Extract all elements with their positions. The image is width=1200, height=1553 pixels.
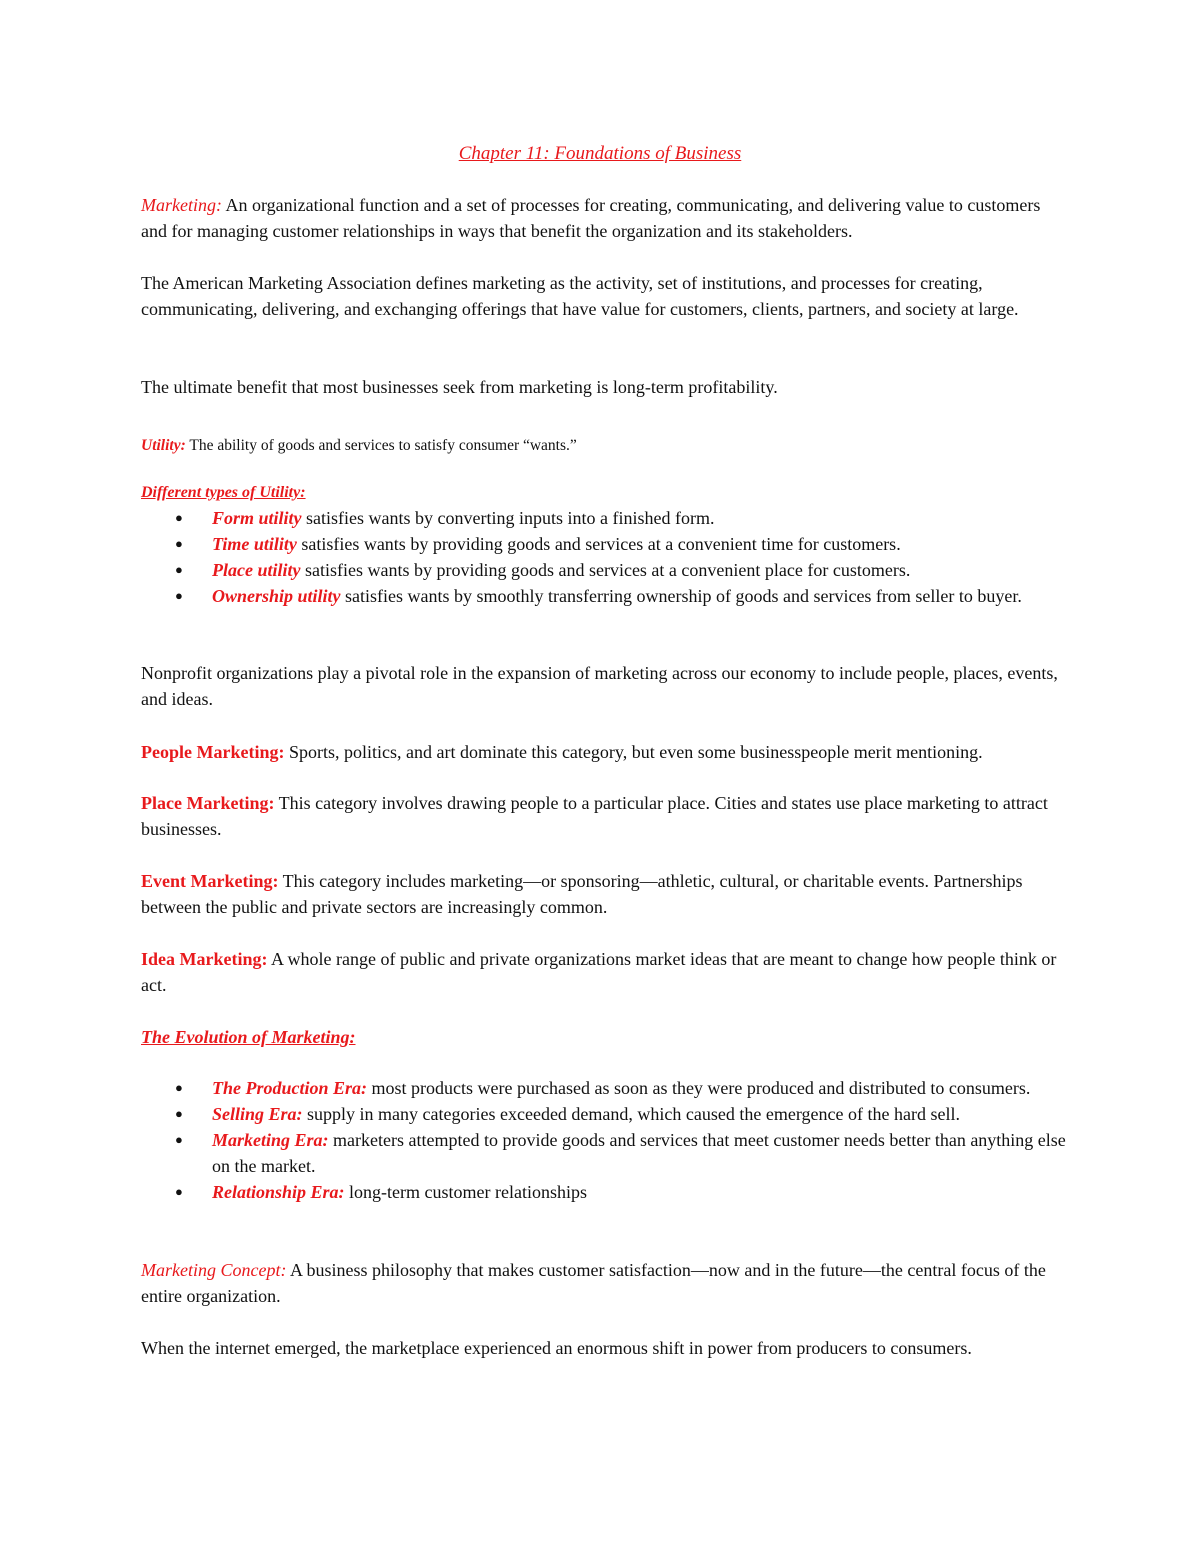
bullet-icon: ● xyxy=(175,536,183,551)
evolution-item-term: Relationship Era: xyxy=(212,1182,345,1202)
list-item xyxy=(0,557,1066,583)
list-item xyxy=(0,1075,1066,1101)
event-marketing-term: Event Marketing: xyxy=(141,871,279,891)
idea-marketing-term: Idea Marketing: xyxy=(141,949,268,969)
list-item xyxy=(0,505,1066,531)
page-title: Chapter 11: Foundations of Business xyxy=(458,143,742,164)
utility-item-term: Form utility xyxy=(212,508,302,528)
evolution-item-term: Selling Era: xyxy=(212,1104,303,1124)
people-marketing xyxy=(141,739,1066,765)
utility-item-text: satisfies wants by converting inputs into a finished form. xyxy=(301,508,715,528)
bullet-icon: ● xyxy=(175,510,183,525)
bullet-icon: ● xyxy=(175,562,183,577)
utility-item-term: Time utility xyxy=(212,534,297,554)
utility-item-text: satisfies wants by providing goods and services at a convenient time for customers. xyxy=(296,534,901,554)
evolution-item-text: supply in many categories exceeded demand, which caused the emergence of the hard sell. xyxy=(302,1104,960,1124)
utility-item-text: satisfies wants by providing goods and services at a convenient place for customers. xyxy=(300,560,911,580)
place-marketing xyxy=(141,790,1066,842)
evolution-item-text: most products were purchased as soon as they were produced and distributed to consumers. xyxy=(367,1078,1031,1098)
utility-types-list xyxy=(0,505,1066,609)
ama-paragraph: The American Marketing Association defines marketing as the activity, set of institutions, and processes for creating, communicating, delivering, and exchanging offerings that have value for customers, clients, partners, and society at large. xyxy=(141,273,1019,319)
evolution-item-term: Marketing Era: xyxy=(212,1130,329,1150)
bullet-icon: ● xyxy=(175,588,183,603)
marketing-concept-text: A business philosophy that makes customer satisfaction—now and in the future—the central focus of the entire organization. xyxy=(141,1260,1046,1306)
list-item xyxy=(0,583,1066,609)
bullet-icon: ● xyxy=(175,1080,183,1095)
bullet-icon: ● xyxy=(175,1106,183,1121)
people-marketing-term: People Marketing: xyxy=(141,742,285,762)
list-item xyxy=(0,1127,1066,1179)
nonprofit-paragraph: Nonprofit organizations play a pivotal role in the expansion of marketing across our economy to include people, places, events, and ideas. xyxy=(141,663,1058,709)
evolution-item-text: long-term customer relationships xyxy=(344,1182,587,1202)
list-item xyxy=(0,1101,1066,1127)
place-marketing-text: This category involves drawing people to a particular place. Cities and states use place marketing to attract businesses. xyxy=(141,793,1048,839)
evolution-item-term: The Production Era: xyxy=(212,1078,368,1098)
utility-types-heading: Different types of Utility: xyxy=(141,484,306,501)
marketing-concept xyxy=(141,1257,1066,1309)
utility-item-text: satisfies wants by smoothly transferring ownership of goods and services from seller to buyer. xyxy=(340,586,1022,606)
bullet-icon: ● xyxy=(175,1132,183,1147)
marketing-text: An organizational function and a set of processes for creating, communicating, and delivering value to customers and for managing customer relationships in ways that benefit the organization and its stakeholders. xyxy=(141,195,1041,241)
utility-item-term: Place utility xyxy=(212,560,301,580)
place-marketing-term: Place Marketing: xyxy=(141,793,275,813)
idea-marketing-text: A whole range of public and private organizations market ideas that are meant to change how people think or act. xyxy=(141,949,1057,995)
internet-paragraph: When the internet emerged, the marketplace experienced an enormous shift in power from producers to consumers. xyxy=(141,1338,972,1358)
evolution-list xyxy=(0,1075,1066,1205)
benefit-paragraph: The ultimate benefit that most businesses seek from marketing is long-term profitability. xyxy=(141,377,778,397)
bullet-icon: ● xyxy=(175,1184,183,1199)
list-item xyxy=(0,531,1066,557)
event-marketing xyxy=(141,868,1066,920)
people-marketing-text: Sports, politics, and art dominate this category, but even some businesspeople merit mentioning. xyxy=(284,742,983,762)
evolution-heading: The Evolution of Marketing: xyxy=(141,1027,356,1047)
list-item xyxy=(0,1179,1066,1205)
event-marketing-text: This category includes marketing—or sponsoring—athletic, cultural, or charitable events. Partnerships between the public and private sectors are increasingly common. xyxy=(141,871,1023,917)
utility-text: The ability of goods and services to satisfy consumer “wants.” xyxy=(185,437,577,454)
evolution-item-text: marketers attempted to provide goods and services that meet customer needs better than anything else on the market. xyxy=(212,1130,1066,1176)
marketing-concept-term: Marketing Concept: xyxy=(141,1260,287,1280)
utility-item-term: Ownership utility xyxy=(212,586,341,606)
utility-term: Utility: xyxy=(141,437,186,454)
marketing-term: Marketing: xyxy=(141,195,222,215)
idea-marketing xyxy=(141,946,1066,998)
marketing-definition xyxy=(141,192,1066,244)
utility-definition xyxy=(141,433,1066,459)
